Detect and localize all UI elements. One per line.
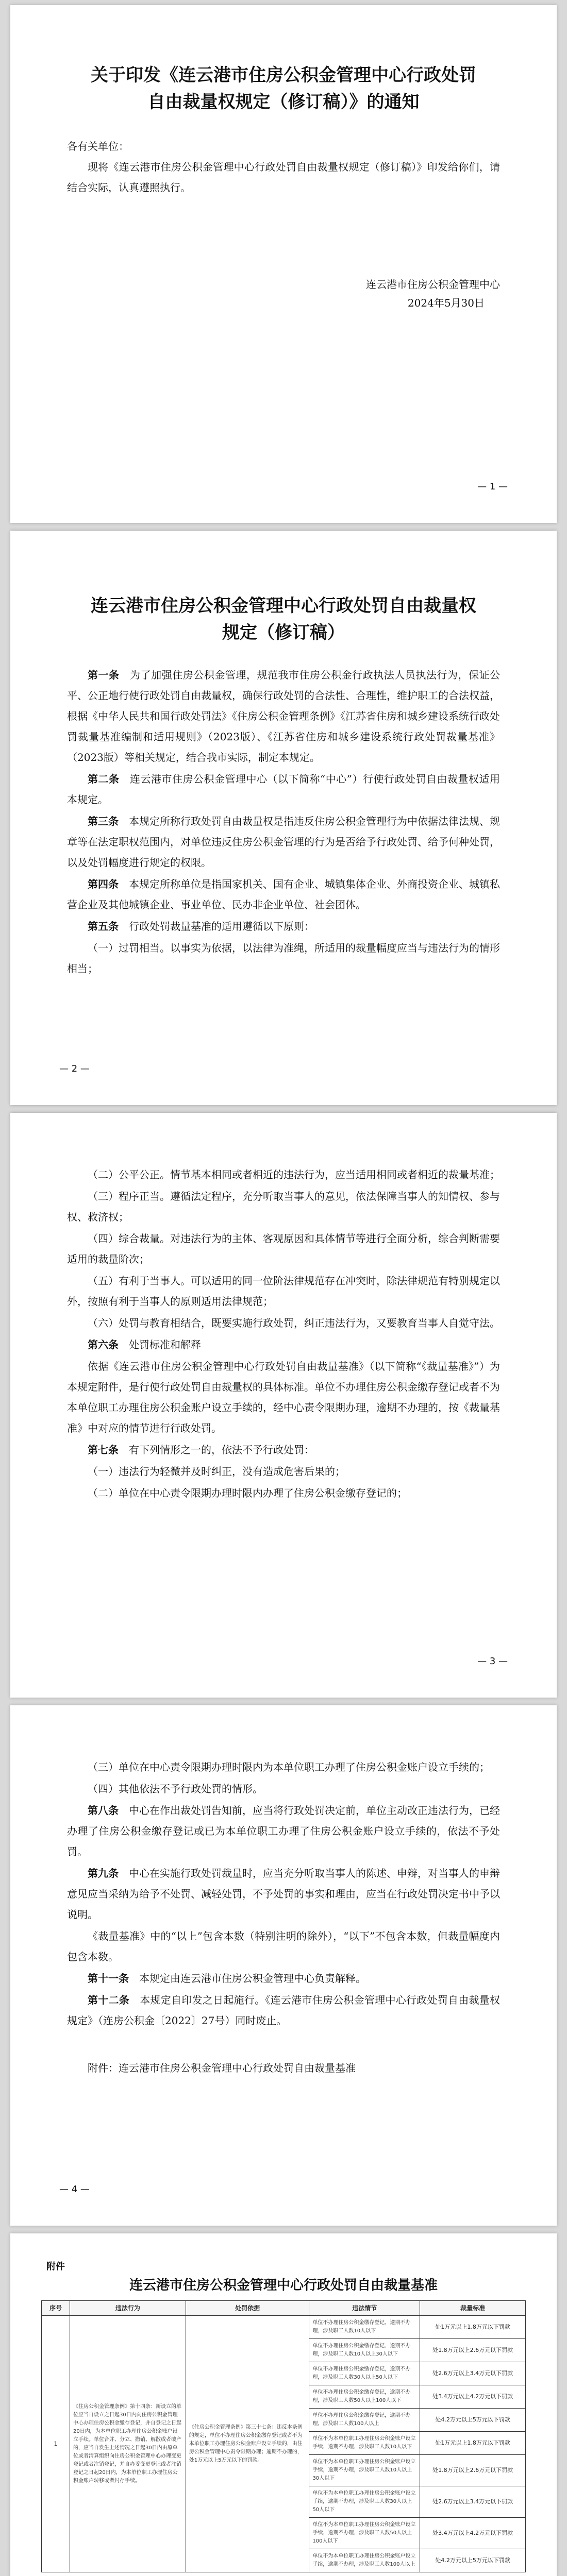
cell-standard: 处4.2万元以上5万元以下罚款 xyxy=(420,2409,526,2432)
cell-circumstance: 单位不为本单位职工办理住房公积金账户设立手续，逾期不办理，涉及职工人数30人以上50人以下 xyxy=(309,2486,420,2518)
header-standard: 裁量标准 xyxy=(420,2301,526,2316)
page-1 xyxy=(10,5,557,523)
notice-title: 关于印发《连云港市住房公积金管理中心行政处罚自由裁量权规定（修订稿）》的通知 xyxy=(91,65,476,112)
cell-standard: 处3.4万元以上4.2万元以下罚款 xyxy=(420,2518,526,2549)
article-number: 第五条 xyxy=(88,920,119,933)
header-no: 序号 xyxy=(42,2301,70,2316)
page-number: — 3 — xyxy=(477,1656,508,1667)
article-text: 为了加强住房公积金管理，规范我市住房公积金行政执法人员执法行为，保证公平、公正地行使行政处罚自由裁量权，确保行政处罚的合法性、合理性，维护职工的合法权益，根据《中华人民共和国行政处罚法》《住房公积金管理条例》《江苏省住房和城乡建设系统行政处罚裁量基准编制和适用规则》（2023版）、《江苏省住房和城乡建设系统行政处罚裁量基准》（2023版）等相关规定，结合我市实际，制定本规定。 xyxy=(67,669,501,764)
paragraph xyxy=(67,1334,500,1355)
cell-act: 《住房公积金管理条例》第十四条：新设立的单位应当自设立之日起30日内向住房公积金管理中心办理住房公积金缴存登记，并自登记之日起20日内，为本单位职工办理住房公积金账户设立手续。单位合并、分立、撤销、解散或者破产的，应当自发生上述情况之日起30日内由原单位或者清算组织向住房公积金管理中心办理变更登记或者注销登记，并自办妥变更登记或者注销登记之日起20日内，为本单位职工办理住房公积金账户转移或者封存手续。 xyxy=(70,2316,186,2572)
page-number: — 2 — xyxy=(59,1063,90,1074)
cell-circumstance: 单位不为本单位职工办理住房公积金账户设立手续，逾期不办理，涉及职工人数100人以上 xyxy=(309,2549,420,2572)
article-text: 本规定自印发之日起施行。《连云港市住房公积金管理中心行政处罚自由裁量权规定》（连房公积金〔2022〕27号）同时废止。 xyxy=(67,1994,501,2027)
article-text: （二）公平公正。情节基本相同或者相近的违法行为，应当适用相同或者相近的裁量基准； xyxy=(88,1168,500,1181)
cell-circumstance: 单位不办理住房公积金缴存登记，逾期不办理，涉及职工人数50人以上100人以下 xyxy=(309,2385,420,2409)
article-text: 本规定由连云港市住房公积金管理中心负责解释。 xyxy=(139,1972,366,1985)
article-list xyxy=(67,1757,500,2031)
article-text: 中心在作出裁处罚告知前，应当将行政处罚决定前，单位主动改正违法行为，已经办理了住房公积金缴存登记或已为本单位职工办理了住房公积金账户设立手续的，依法不予处罚。 xyxy=(67,1804,500,1858)
discretion-table xyxy=(41,2300,526,2572)
paragraph xyxy=(67,874,500,915)
article-number: 第七条 xyxy=(88,1444,119,1456)
paragraph xyxy=(67,1356,500,1438)
regulation-title: 连云港市住房公积金管理中心行政处罚自由裁量权规定（修订稿） xyxy=(91,596,476,643)
paragraph xyxy=(67,1313,500,1333)
paragraph xyxy=(67,811,500,873)
article-text: （六）处罚与教育相结合，既要实施行政处罚，纠正违法行为，又要教育当事人自觉守法。 xyxy=(88,1317,500,1329)
cell-standard: 处3.4万元以上4.2万元以下罚款 xyxy=(420,2385,526,2409)
header-circumstance: 违法情节 xyxy=(309,2301,420,2316)
article-text: 有下列情形之一的，依法不予行政处罚： xyxy=(129,1444,314,1456)
article-text: （二）单位在中心责令限期办理时限内办理了住房公积金缴存登记的； xyxy=(88,1487,407,1499)
article-text: （一）过罚相当。以事实为依据，以法律为准绳，所适用的裁量幅度应当与违法行为的情形相当； xyxy=(67,942,500,975)
page-3 xyxy=(10,1113,557,1698)
article-number: 第三条 xyxy=(88,815,119,827)
article-text: （四）综合裁量。对违法行为的主体、客观原因和具体情节等进行全面分析，综合判断需要适用的裁量阶次； xyxy=(67,1232,500,1265)
salutation: 各有关单位： xyxy=(67,140,129,152)
article-text: 本规定所称行政处罚自由裁量权是指违反住房公积金管理行为中依据法律法规、规章等在法定职权范围内，对单位违反住房公积金管理的行为是否给予行政处罚、给予何种处罚，以及处罚幅度进行规定的权限。 xyxy=(67,815,500,869)
paragraph xyxy=(67,1926,500,1967)
cell-standard: 处1.8万元以上2.6万元以下罚款 xyxy=(420,2339,526,2362)
article-text: 依据《连云港市住房公积金管理中心行政处罚自由裁量基准》（以下简称“《裁量基准》”）为本规定附件，是行使行政处罚自由裁量权的具体标准。单位不办理住房公积金缴存登记或者不为本单位职工办理住房公积金账户设立手续的，经中心责令限期办理，逾期不办理的，按《裁量基准》中对应的情节进行行政处罚。 xyxy=(67,1360,500,1434)
attachment-title: 连云港市住房公积金管理中心行政处罚自由裁量基准 xyxy=(129,2278,438,2293)
issue-date: 2024年5月30日 xyxy=(407,297,485,309)
article-text: （三）程序正当。遵循法定程序，充分听取当事人的意见，依法保障当事人的知情权、参与权、救济权； xyxy=(67,1190,500,1223)
cell-standard: 处2.6万元以上3.4万元以下罚款 xyxy=(420,2362,526,2385)
article-text: 中心在实施行政处罚裁量时，应当充分听取当事人的陈述、申辩，对当事人的申辩意见应当采纳为给予不处罚、减轻处罚，不予处罚的事实和理由，应当在行政处罚决定书中予以说明。 xyxy=(67,1867,500,1921)
paragraph xyxy=(67,1778,500,1799)
cell-circumstance: 单位不为本单位职工办理住房公积金账户设立手续，逾期不办理，涉及职工人数50人以上100人以下 xyxy=(309,2518,420,2549)
article-text: 连云港市住房公积金管理中心（以下简称“中心”）行使行政处罚自由裁量权适用本规定。 xyxy=(67,773,501,806)
article-number: 第九条 xyxy=(88,1867,119,1879)
cell-circumstance: 单位不办理住房公积金缴存登记，逾期不办理，涉及职工人数100人以上 xyxy=(309,2409,420,2432)
article-number: 第四条 xyxy=(88,878,119,890)
article-list xyxy=(67,1164,500,1503)
article-text: （五）有利于当事人。可以适用的同一位阶法律规范存在冲突时，除法律规范有特别规定以外，按照有利于当事人的原则适用法律规范； xyxy=(67,1275,500,1308)
paragraph xyxy=(67,1439,500,1460)
article-text: 处罚标准和解释 xyxy=(129,1338,201,1351)
paragraph xyxy=(67,1968,500,1989)
issuing-org: 连云港市住房公积金管理中心 xyxy=(366,278,500,291)
table-header-row xyxy=(42,2301,526,2316)
header-basis: 处罚依据 xyxy=(186,2301,309,2316)
paragraph xyxy=(67,1483,500,1503)
cell-circumstance: 单位不办理住房公积金缴存登记，逾期不办理，涉及职工人数10人以下 xyxy=(309,2316,420,2339)
paragraph xyxy=(67,1863,500,1925)
paragraph xyxy=(67,1164,500,1185)
attachment-note: 附件：连云港市住房公积金管理中心行政处罚自由裁量基准 xyxy=(88,2062,356,2074)
page-number: — 4 — xyxy=(59,2184,90,2195)
page-5 xyxy=(10,2233,557,2576)
paragraph xyxy=(67,916,500,937)
article-list xyxy=(67,665,500,979)
article-number: 第八条 xyxy=(88,1804,119,1817)
cell-circumstance: 单位不办理住房公积金缴存登记，逾期不办理，涉及职工人数30人以上50人以下 xyxy=(309,2362,420,2385)
cell-no: 1 xyxy=(42,2316,70,2572)
cell-standard: 处1.8万元以上2.6万元以下罚款 xyxy=(420,2455,526,2486)
paragraph xyxy=(67,938,500,979)
article-number: 第十一条 xyxy=(88,1972,129,1985)
cell-circumstance: 单位不办理住房公积金缴存登记，逾期不办理，涉及职工人数10人以上30人以下 xyxy=(309,2339,420,2362)
cell-circumstance: 单位不为本单位职工办理住房公积金账户设立手续，逾期不办理，涉及职工人数10人以上30人以下 xyxy=(309,2455,420,2486)
page-number: — 1 — xyxy=(477,481,508,492)
paragraph xyxy=(67,1270,500,1312)
cell-standard: 处1万元以上1.8万元以下罚款 xyxy=(420,2432,526,2455)
page-2 xyxy=(10,531,557,1105)
page-4 xyxy=(10,1705,557,2226)
cell-standard: 处1万元以上1.8万元以下罚款 xyxy=(420,2316,526,2339)
cell-standard: 处4.2万元以上5万元以下罚款 xyxy=(420,2549,526,2572)
cell-basis: 《住房公积金管理条例》第三十七条：违反本条例的规定，单位不办理住房公积金缴存登记或者不为本单位职工办理住房公积金账户设立手续的，由住房公积金管理中心责令限期办理；逾期不办理的，处1万元以上5万元以下的罚款。 xyxy=(186,2316,309,2572)
table-row xyxy=(42,2316,526,2339)
paragraph xyxy=(67,1228,500,1269)
cell-standard: 处2.6万元以上3.4万元以下罚款 xyxy=(420,2486,526,2518)
paragraph xyxy=(67,769,500,810)
paragraph xyxy=(67,1186,500,1227)
article-text: （四）其他依法不予行政处罚的情形。 xyxy=(88,1783,263,1795)
article-text: 本规定所称单位是指国家机关、国有企业、城镇集体企业、外商投资企业、城镇私营企业及其他城镇企业、事业单位、民办非企业单位、社会团体。 xyxy=(67,878,500,911)
article-number: 第二条 xyxy=(88,773,120,785)
header-act: 违法行为 xyxy=(70,2301,186,2316)
paragraph xyxy=(67,1800,500,1862)
article-number: 第一条 xyxy=(88,669,120,681)
paragraph xyxy=(67,1461,500,1482)
article-number: 第六条 xyxy=(88,1338,119,1351)
attachment-label: 附件 xyxy=(46,2261,65,2272)
article-text: 《裁量基准》中的“以上”包含本数（特别注明的除外），“以下”不包含本数，但裁量幅度内包含本数。 xyxy=(67,1930,500,1963)
paragraph xyxy=(67,1990,500,2031)
notice-body: 现将《连云港市住房公积金管理中心行政处罚自由裁量权规定（修订稿）》印发给你们，请结合实际，认真遵照执行。 xyxy=(67,161,500,194)
article-number: 第十二条 xyxy=(88,1994,130,2006)
article-text: （三）单位在中心责令限期办理时限内为本单位职工办理了住房公积金账户设立手续的； xyxy=(88,1761,490,1773)
cell-circumstance: 单位不为本单位职工办理住房公积金账户设立手续，逾期不办理，涉及职工人数10人以下 xyxy=(309,2432,420,2455)
paragraph xyxy=(67,665,500,768)
paragraph xyxy=(67,1757,500,1777)
article-text: 行政处罚裁量基准的适用遵循以下原则： xyxy=(129,920,314,933)
article-text: （一）违法行为轻微并及时纠正，没有造成危害后果的； xyxy=(88,1465,345,1478)
